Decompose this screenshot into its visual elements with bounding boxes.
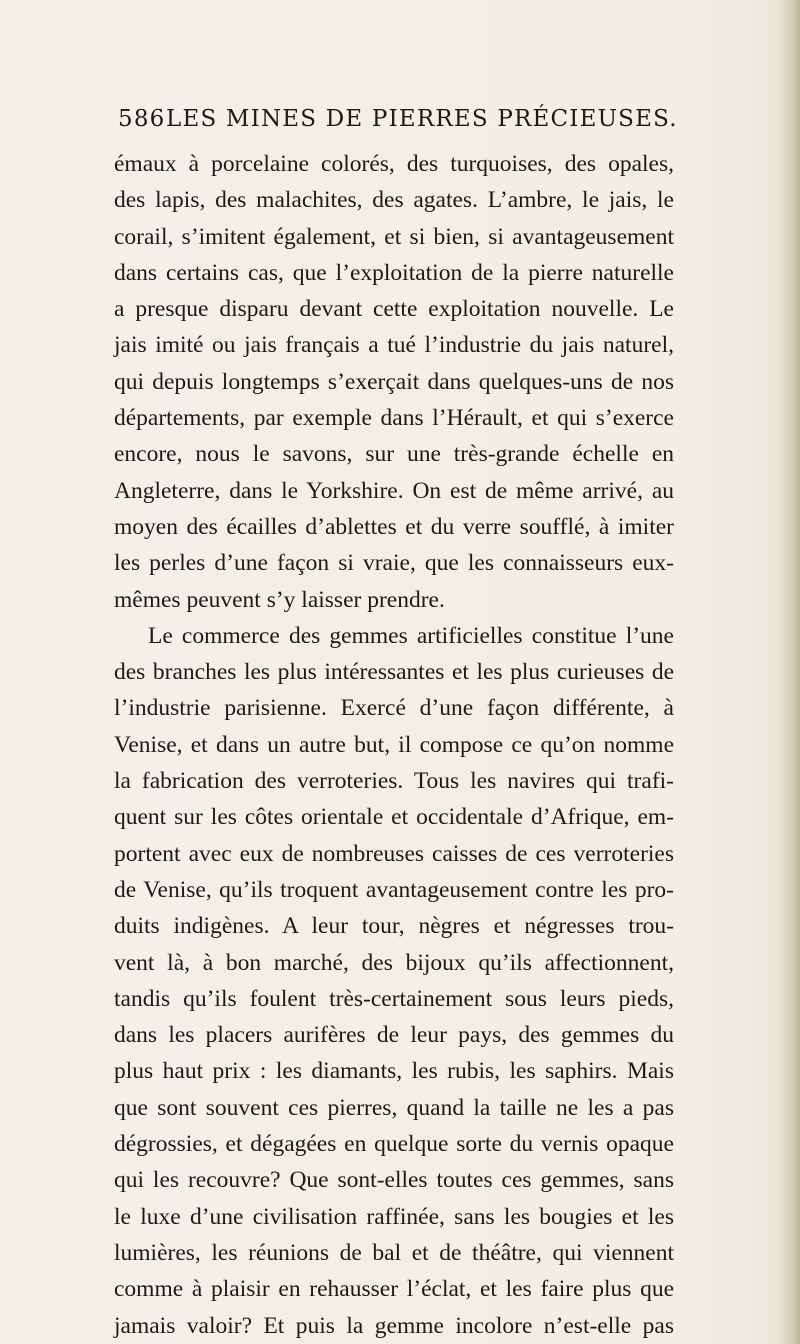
text-line: corail, s’imitent également, et si bien, si avantageusement [114, 223, 674, 250]
text-line: la fabrication des verroteries. Tous les navires qui trafi- [114, 768, 674, 795]
paragraph-first-line: Le commerce des gemmes artificielles constitue l’une [148, 622, 674, 649]
text-line: jais imité ou jais français a tué l’industrie du jais naturel, [114, 332, 674, 359]
text-line: de Venise, qu’ils troquent avantageusement contre les pro- [114, 876, 674, 903]
page-number: 586 [118, 106, 166, 132]
text-line: comme à plaisir en rehausser l’éclat, et les faire plus que [114, 1276, 674, 1303]
text-line: dans les placers aurifères de leur pays, des gemmes du [114, 1022, 674, 1049]
text-line: dégrossies, et dégagées en quelque sorte du vernis opaque [114, 1131, 674, 1158]
text-line: portent avec eux de nombreuses caisses de ces verroteries [114, 840, 674, 867]
text-line: dans certains cas, que l’exploitation de la pierre naturelle [114, 259, 674, 286]
text-line: qui depuis longtemps s’exerçait dans quelques-uns de nos [114, 368, 674, 395]
running-title: LES MINES DE PIERRES PRÉCIEUSES. [166, 106, 678, 132]
text-line: qui les recouvre? Que sont-elles toutes ces gemmes, sans [114, 1167, 674, 1194]
page-header [118, 106, 678, 140]
text-line: a presque disparu devant cette exploitation nouvelle. Le [114, 296, 674, 323]
text-line: moyen des écailles d’ablettes et du verre soufflé, à imiter [114, 513, 674, 540]
text-line: émaux à porcelaine colorés, des turquoises, des opales, [114, 151, 674, 177]
text-line: le luxe d’une civilisation raffinée, sans les bougies et les [114, 1203, 674, 1230]
body-text [114, 146, 674, 1344]
text-line: jamais valoir? Et puis la gemme incolore n’est-elle pas [114, 1312, 674, 1339]
text-line: lumières, les réunions de bal et de théâtre, qui viennent [114, 1239, 674, 1266]
text-line: des branches les plus intéressantes et les plus curieuses de [114, 659, 674, 686]
text-line: plus haut prix : les diamants, les rubis, les saphirs. Mais [114, 1058, 674, 1085]
text-line: encore, nous le savons, sur une très-grande échelle en [114, 441, 674, 468]
text-line: Angleterre, dans le Yorkshire. On est de même arrivé, au [114, 477, 674, 504]
paragraph-end-line: mêmes peuvent s’y laisser prendre. [114, 586, 445, 613]
text-line: Venise, et dans un autre but, il compose ce qu’on nomme [114, 731, 674, 758]
text-line: tandis qu’ils foulent très-certainement sous leurs pieds, [114, 985, 674, 1012]
page-edge-shadow [778, 0, 800, 1344]
text-line: quent sur les côtes orientale et occidentale d’Afrique, em- [114, 804, 674, 831]
text-line: les perles d’une façon si vraie, que les connaisseurs eux- [114, 550, 674, 577]
text-line: duits indigènes. A leur tour, nègres et négresses trou- [114, 913, 674, 940]
text-line: que sont souvent ces pierres, quand la taille ne les a pas [114, 1094, 674, 1121]
text-line: des lapis, des malachites, des agates. L’ambre, le jais, le [114, 187, 674, 214]
text-line: départements, par exemple dans l’Hérault, et qui s’exerce [114, 405, 674, 432]
text-line: vent là, à bon marché, des bijoux qu’ils affectionnent, [114, 949, 674, 976]
text-line: l’industrie parisienne. Exercé d’une façon différente, à [114, 695, 674, 722]
